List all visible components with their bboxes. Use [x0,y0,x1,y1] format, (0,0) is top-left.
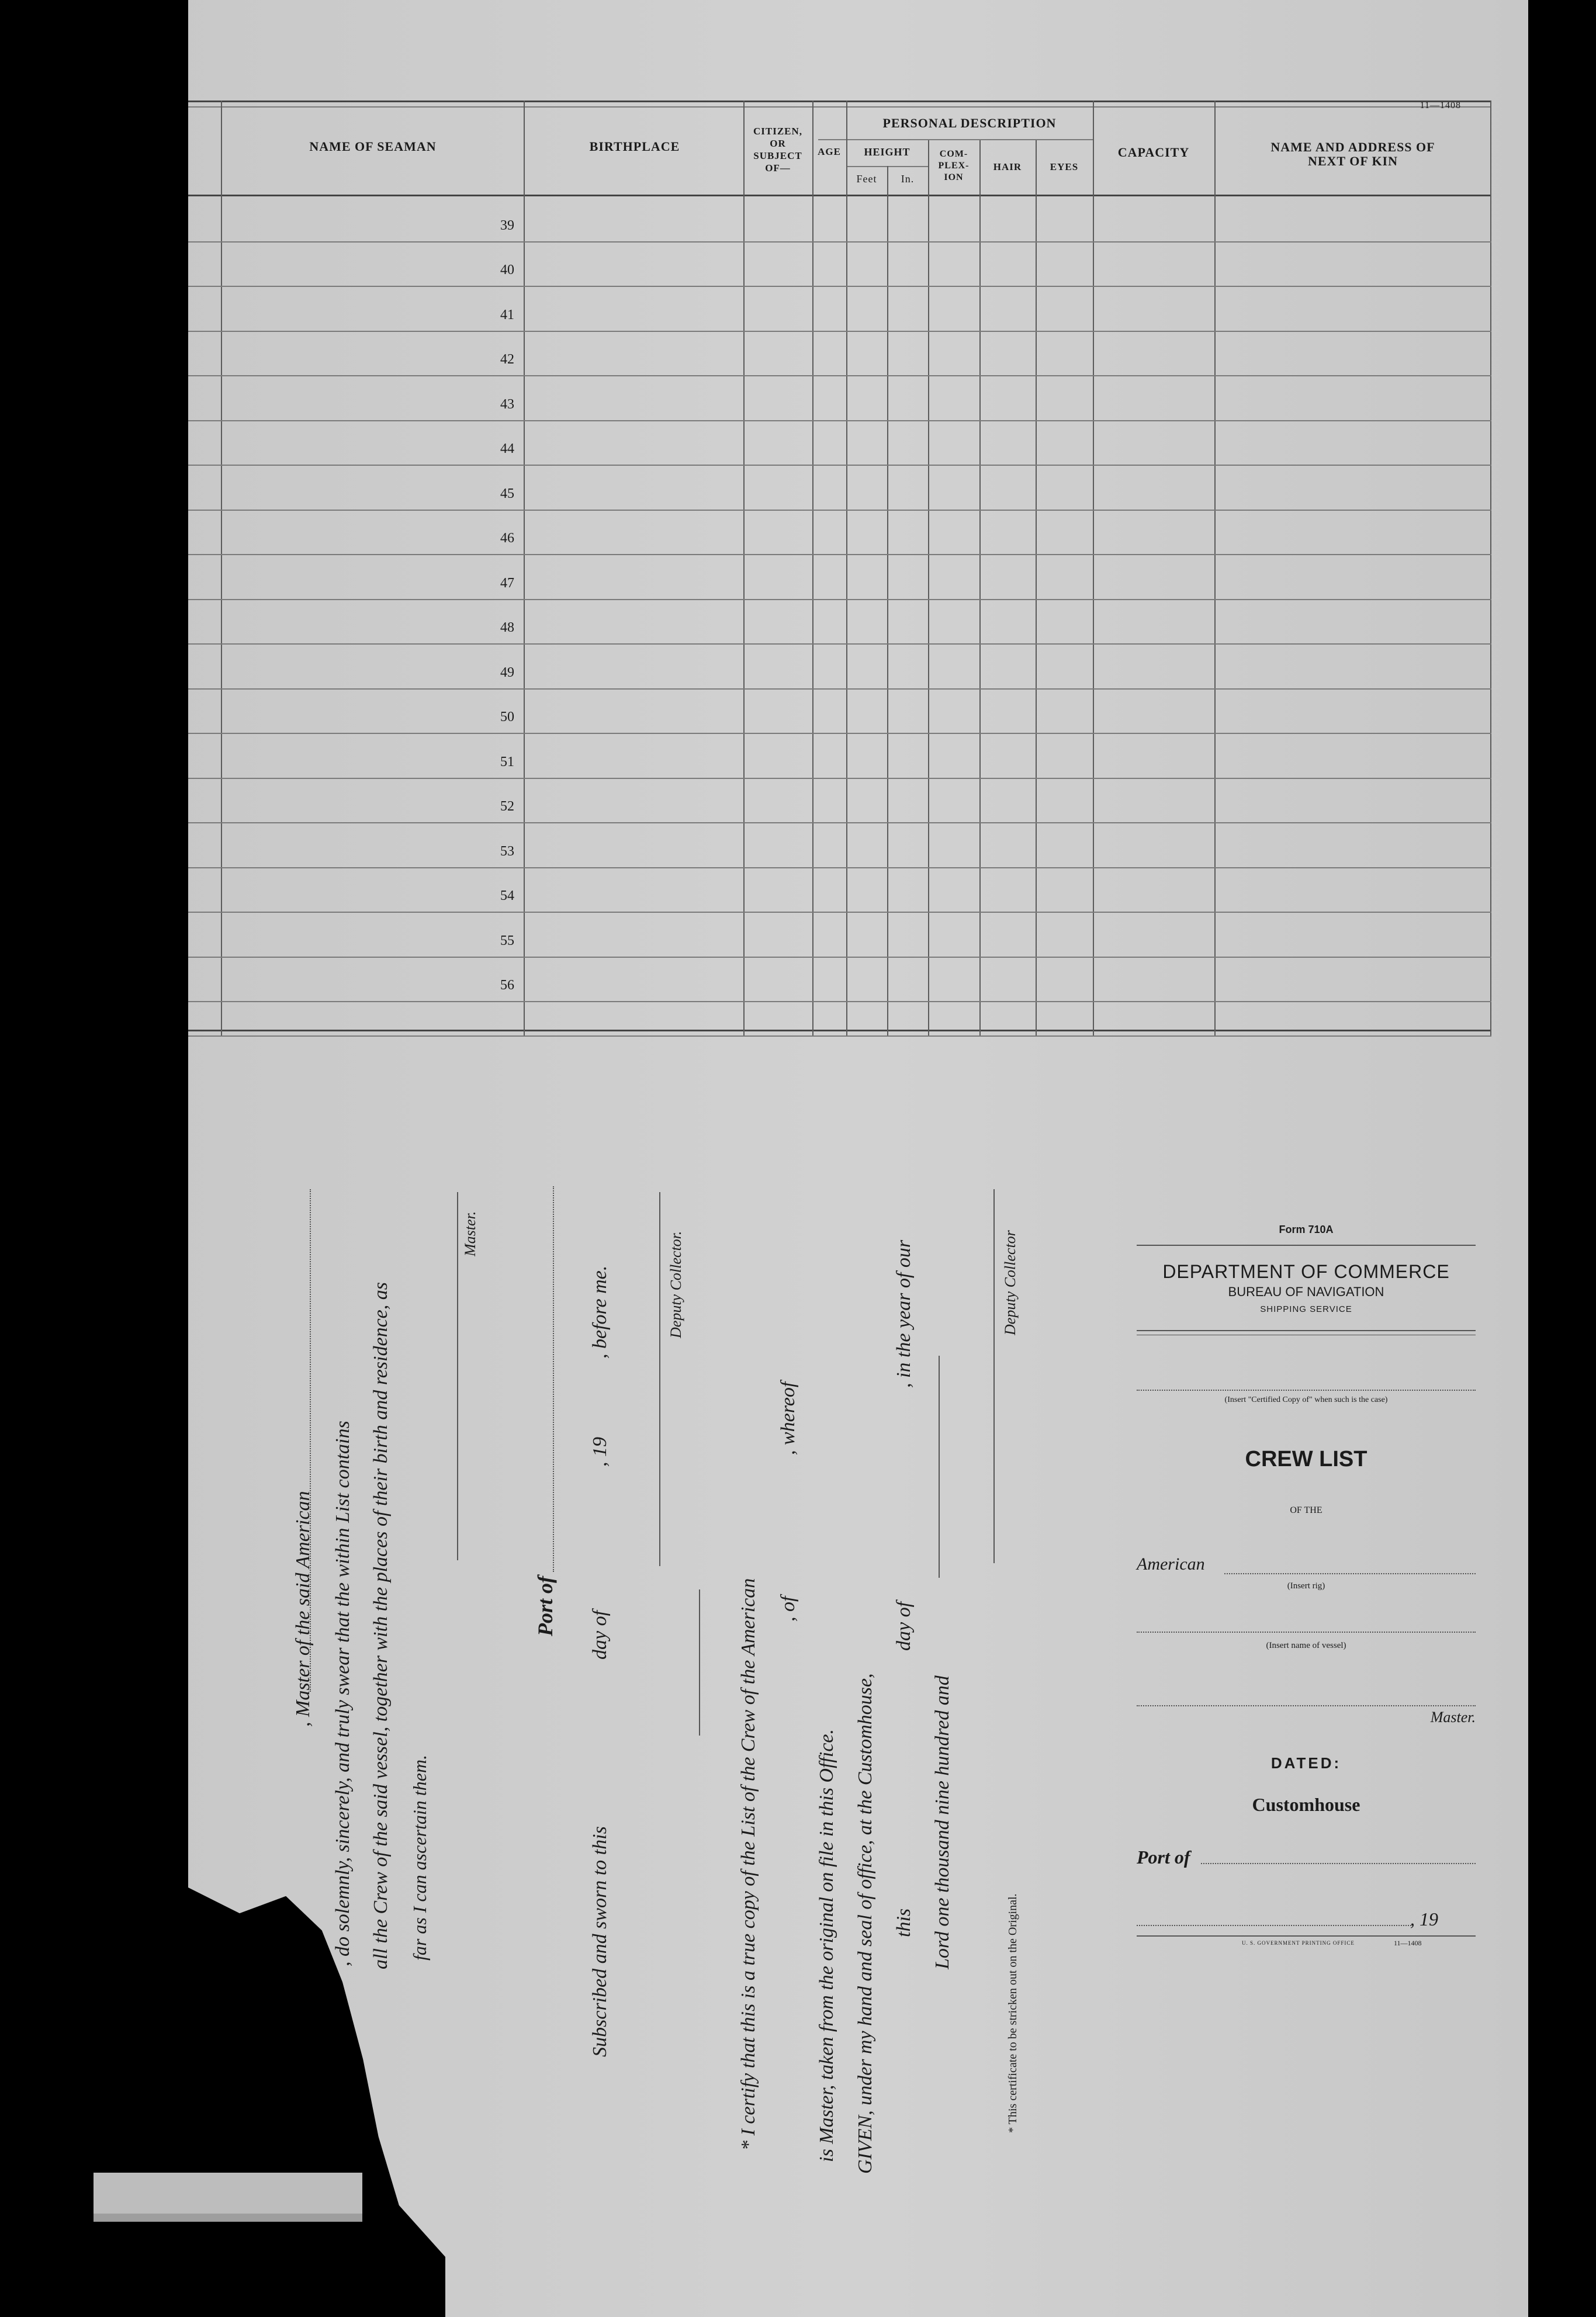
row-number: 53 [500,844,514,859]
rig-blank [1224,1573,1476,1574]
row-rule [188,867,1491,868]
col-line [1490,101,1491,1035]
of-text: , of [777,1596,799,1622]
dated-label: DATED: [1270,1754,1342,1772]
master-label: Master. [462,1211,479,1256]
header-citizen: CITIZEN, OR SUBJECT OF— [753,126,803,174]
of-the-text: OF THE [1290,1505,1323,1515]
row-rule [188,241,1491,243]
seal-line [699,1589,700,1736]
row-rule [188,822,1491,823]
card-nineteen: , 19 [1410,1909,1438,1930]
row-rule [188,554,1491,555]
is-master-text: is Master, taken from the original on file in this Office. [816,1729,837,2162]
insert-vessel-note: (Insert name of vessel) [1266,1641,1346,1650]
date-blank [1137,1925,1411,1926]
whereof-text: , whereof [777,1381,799,1455]
header-hair: HAIR [993,161,1022,172]
footnote-text: * This certificate to be stricken out on the Original. [1006,1893,1019,2133]
col-line [928,140,929,1035]
col-line [887,166,888,1035]
crew-list-title: CREW LIST [1245,1447,1367,1471]
subscribed-text: Subscribed and sworn to this [589,1826,611,2057]
oath-blank-1 [310,1189,311,1692]
col-line [1214,101,1216,1035]
row-rule [188,331,1491,332]
oath-line-2: , do solemnly, sincerely, and truly swear that the within List contains [332,1421,354,1966]
row-rule [188,465,1491,466]
header-bottom-rule [188,195,1491,196]
header-eyes: EYES [1050,161,1079,172]
row-number: 45 [500,486,514,501]
deputy-signature-line-2 [993,1189,995,1563]
row-number: 48 [500,620,514,635]
before-me-text: , before me. [589,1265,611,1359]
row-rule [188,286,1491,287]
row-rule [188,643,1491,645]
col-line [846,101,847,1035]
row-rule [188,778,1491,779]
oath-line-1: , Master of the said American [292,1491,314,1727]
row-rule [188,688,1491,690]
port-blank [1201,1863,1476,1864]
insert-rig-note: (Insert rig) [1287,1581,1325,1591]
col-line [1093,101,1094,1035]
vessel-name-blank [1137,1632,1476,1633]
header-name-of-seaman: NAME OF SEAMAN [309,139,437,154]
row-number: 47 [500,576,514,591]
col-line [524,101,525,1035]
in-the-year-text: , in the year of our [893,1239,915,1388]
col-line [812,101,813,1035]
row-number: 54 [500,888,514,903]
deputy-signature-line-1 [659,1192,660,1566]
deputy-collector-2: Deputy Collector [1002,1230,1019,1335]
header-feet: Feet [856,173,877,185]
header-next-of-kin: NAME AND ADDRESS OF NEXT OF KIN [1270,140,1435,168]
day-of-text-2: day of [893,1601,915,1651]
oath-line-3: all the Crew of the said vessel, together with the places of their birth and residence, as [370,1282,392,1969]
given-text: GIVEN, under my hand and seal of office, at the Customhouse, [854,1673,876,2174]
col-line [979,140,981,1035]
printer-imprint: U. S. GOVERNMENT PRINTING OFFICE [1242,1940,1355,1946]
row-number: 43 [500,397,514,412]
american-label: American [1137,1554,1205,1574]
row-rule [188,912,1491,913]
card-rule-1 [1137,1245,1476,1246]
form-number: 11—1408 [1420,101,1461,110]
row-number: 40 [500,262,514,278]
row-number: 49 [500,665,514,680]
insert-certified-note: (Insert "Certified Copy of" when such is the case) [1224,1395,1388,1404]
header-complexion: COM- PLEX- ION [938,149,970,182]
row-number: 46 [500,531,514,546]
col-line [743,101,745,1035]
lord-text: Lord one thousand nine hundred and [932,1675,953,1969]
row-rule [188,420,1491,421]
header-birthplace: BIRTHPLACE [589,139,680,154]
row-number: 55 [500,933,514,948]
header-inches: In. [901,173,915,185]
oath-line-4: far as I can ascertain them. [409,1755,430,1961]
header-age: AGE [818,146,841,157]
header-height: HEIGHT [864,146,910,158]
card-bottom-rule [1137,1935,1476,1937]
row-number: 44 [500,441,514,456]
table-bottom-rule-2 [188,1035,1491,1037]
paper-fragment [94,2173,362,2214]
row-number: 39 [500,218,514,233]
row-number: 51 [500,754,514,770]
certify-text: * I certify that this is a true copy of the List of the Crew of the American [738,1578,759,2150]
bureau-title: BUREAU OF NAVIGATION [1228,1284,1384,1299]
day-of-text: day of [589,1610,611,1660]
row-rule [188,599,1491,600]
col-line [221,101,222,1035]
header-capacity: CAPACITY [1117,145,1190,160]
table-bottom-rule [188,1030,1491,1031]
personal-description-rule [818,139,1093,140]
row-rule [188,957,1491,958]
service-title: SHIPPING SERVICE [1260,1304,1352,1314]
card-port-of-label: Port of [1137,1847,1190,1868]
printer-code: 11—1408 [1394,1939,1422,1947]
row-rule [188,733,1491,734]
row-number: 42 [500,352,514,367]
deputy-collector-1: Deputy Collector. [667,1231,684,1338]
this-text: this [893,1908,915,1937]
header-personal-description: PERSONAL DESCRIPTION [882,116,1057,130]
department-title: DEPARTMENT OF COMMERCE [1162,1261,1450,1282]
back-cover [1137,1215,1476,1969]
col-line [1036,140,1037,1035]
port-of-label: Port of [534,1576,557,1636]
row-number: 52 [500,799,514,814]
row-rule [188,510,1491,511]
paper-fragment-edge [94,2214,362,2222]
year-blank-line [939,1356,940,1578]
master-signature-line [457,1192,458,1560]
form-label: Form 710A [1279,1224,1334,1235]
master-name-blank [1137,1705,1476,1706]
row-rule [188,375,1491,376]
row-number: 41 [500,307,514,323]
nineteen-text: , 19 [589,1437,611,1467]
port-of-blank [553,1186,554,1572]
row-number: 50 [500,709,514,725]
certified-copy-blank [1137,1390,1476,1391]
card-master-label: Master. [1430,1709,1476,1726]
card-rule-2 [1137,1330,1476,1331]
customhouse-label: Customhouse [1252,1794,1360,1815]
row-rule [188,1001,1491,1002]
row-number: 56 [500,978,514,993]
